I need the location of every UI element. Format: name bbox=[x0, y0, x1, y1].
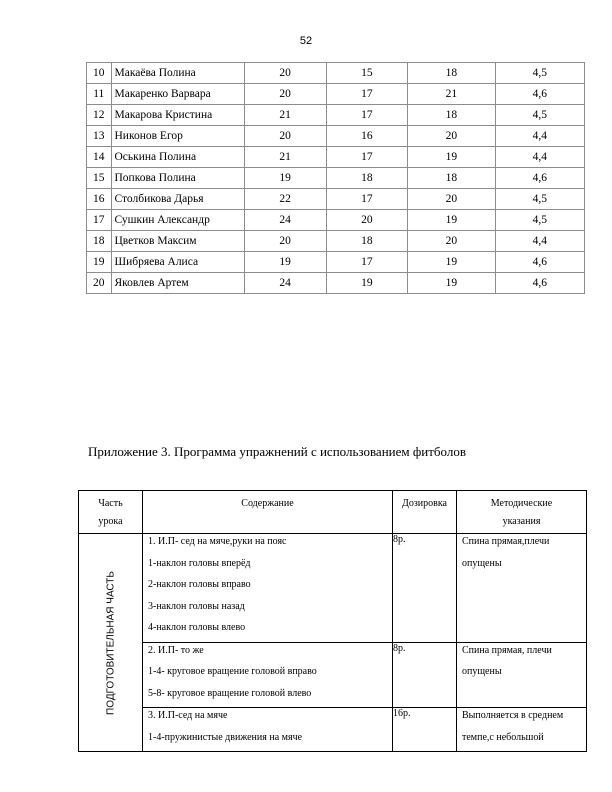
header-content: Содержание bbox=[143, 491, 393, 534]
table-row bbox=[87, 189, 585, 210]
score-cell: 4,6 bbox=[495, 252, 584, 273]
table-row bbox=[87, 210, 585, 231]
lesson-part-cell bbox=[79, 534, 143, 752]
score-cell: 17 bbox=[326, 252, 408, 273]
score-cell: 20 bbox=[408, 189, 495, 210]
row-number: 18 bbox=[87, 231, 112, 252]
score-cell: 19 bbox=[408, 273, 495, 294]
exercise-step: 3. И.П-сед на мяче bbox=[148, 710, 228, 721]
score-cell: 20 bbox=[244, 231, 326, 252]
exercise-step: 1-4-пружинистые движения на мяче bbox=[148, 731, 303, 743]
score-cell: 17 bbox=[326, 147, 408, 168]
student-name: Макаренко Варвара bbox=[111, 84, 244, 105]
score-cell: 18 bbox=[326, 231, 408, 252]
exercise-step: 4-наклон головы влево bbox=[148, 622, 246, 633]
row-number: 11 bbox=[87, 84, 112, 105]
method-notes bbox=[457, 708, 587, 752]
score-cell: 17 bbox=[326, 84, 408, 105]
score-cell: 20 bbox=[408, 231, 495, 252]
method-line: опущены bbox=[462, 557, 502, 569]
header-part bbox=[79, 491, 143, 534]
score-cell: 19 bbox=[244, 168, 326, 189]
student-name: Оськина Полина bbox=[111, 147, 244, 168]
method-notes bbox=[457, 534, 587, 643]
score-cell: 4,5 bbox=[495, 105, 584, 126]
score-cell: 4,5 bbox=[495, 210, 584, 231]
score-cell: 19 bbox=[408, 210, 495, 231]
score-cell: 19 bbox=[326, 273, 408, 294]
header-part-line2: урока bbox=[98, 516, 123, 527]
exercise-content bbox=[143, 534, 393, 643]
row-number: 13 bbox=[87, 126, 112, 147]
score-cell: 4,4 bbox=[495, 147, 584, 168]
exercise-step: 1-наклон головы вперёд bbox=[148, 557, 251, 569]
score-cell: 20 bbox=[244, 84, 326, 105]
student-name: Макарова Кристина bbox=[111, 105, 244, 126]
header-method bbox=[457, 491, 587, 534]
student-name: Столбикова Дарья bbox=[111, 189, 244, 210]
lesson-part-label: ПОДГОТОВИТЕЛЬНАЯ ЧАСТЬ bbox=[105, 570, 116, 715]
exercise-step: 1. И.П- сед на мяче,руки на пояс bbox=[148, 536, 287, 547]
table-row bbox=[87, 147, 585, 168]
header-method-line1: Методические bbox=[490, 498, 553, 509]
exercise-content bbox=[143, 708, 393, 752]
score-cell: 15 bbox=[326, 63, 408, 84]
exercise-step: 5-8- круговое вращение головой влево bbox=[148, 687, 312, 699]
score-cell: 4,4 bbox=[495, 126, 584, 147]
score-cell: 21 bbox=[408, 84, 495, 105]
header-dosage: Дозировка bbox=[393, 491, 457, 534]
student-name: Попкова Полина bbox=[111, 168, 244, 189]
method-notes bbox=[457, 642, 587, 708]
score-cell: 17 bbox=[326, 189, 408, 210]
table-row bbox=[87, 231, 585, 252]
table-row bbox=[87, 252, 585, 273]
method-line: темпе,с небольшой bbox=[462, 731, 544, 743]
method-line: Спина прямая,плечи bbox=[462, 536, 550, 547]
table-row bbox=[87, 168, 585, 189]
score-cell: 4,5 bbox=[495, 189, 584, 210]
exercise-step: 3-наклон головы назад bbox=[148, 600, 245, 612]
header-method-line2: указания bbox=[502, 516, 541, 527]
method-line: опущены bbox=[462, 666, 502, 677]
table-row bbox=[87, 63, 585, 84]
method-line: Выполняется в среднем bbox=[462, 710, 564, 721]
score-cell: 4,6 bbox=[495, 84, 584, 105]
exercise-step: 1-4- круговое вращение головой вправо bbox=[148, 666, 317, 677]
score-cell: 20 bbox=[408, 126, 495, 147]
row-number: 14 bbox=[87, 147, 112, 168]
score-cell: 4,5 bbox=[495, 63, 584, 84]
score-cell: 4,4 bbox=[495, 231, 584, 252]
score-cell: 18 bbox=[408, 168, 495, 189]
exercise-dosage: 16р. bbox=[393, 708, 457, 752]
exercise-dosage: 8р. bbox=[393, 642, 457, 708]
score-cell: 17 bbox=[326, 105, 408, 126]
score-cell: 18 bbox=[408, 63, 495, 84]
method-line: Спина прямая, плечи bbox=[462, 644, 552, 656]
score-cell: 24 bbox=[244, 210, 326, 231]
program-row bbox=[79, 708, 587, 752]
score-cell: 20 bbox=[244, 63, 326, 84]
row-number: 15 bbox=[87, 168, 112, 189]
program-row bbox=[79, 642, 587, 708]
table-row bbox=[87, 84, 585, 105]
student-name: Никонов Егор bbox=[111, 126, 244, 147]
student-name: Цветков Максим bbox=[111, 231, 244, 252]
scores-table bbox=[86, 62, 585, 294]
score-cell: 4,6 bbox=[495, 273, 584, 294]
row-number: 17 bbox=[87, 210, 112, 231]
page-number: 52 bbox=[299, 35, 313, 47]
student-name: Шибряева Алиса bbox=[111, 252, 244, 273]
header-part-line1: Часть bbox=[98, 498, 123, 509]
exercise-content bbox=[143, 642, 393, 708]
program-row bbox=[79, 534, 587, 643]
row-number: 16 bbox=[87, 189, 112, 210]
table-row bbox=[87, 273, 585, 294]
exercise-dosage: 8р. bbox=[393, 534, 457, 643]
score-cell: 4,6 bbox=[495, 168, 584, 189]
score-cell: 21 bbox=[244, 105, 326, 126]
exercise-step: 2-наклон головы вправо bbox=[148, 579, 251, 590]
score-cell: 24 bbox=[244, 273, 326, 294]
table-row bbox=[87, 105, 585, 126]
score-cell: 22 bbox=[244, 189, 326, 210]
score-cell: 19 bbox=[408, 252, 495, 273]
score-cell: 20 bbox=[244, 126, 326, 147]
program-header-row bbox=[79, 491, 587, 534]
score-cell: 21 bbox=[244, 147, 326, 168]
appendix-title: Приложение 3. Программа упражнений с использованием фитболов bbox=[88, 444, 466, 459]
exercise-program-table bbox=[78, 490, 587, 752]
score-cell: 19 bbox=[244, 252, 326, 273]
score-cell: 20 bbox=[326, 210, 408, 231]
student-name: Сушкин Александр bbox=[111, 210, 244, 231]
student-name: Макаёва Полина bbox=[111, 63, 244, 84]
row-number: 19 bbox=[87, 252, 112, 273]
score-cell: 18 bbox=[326, 168, 408, 189]
row-number: 10 bbox=[87, 63, 112, 84]
row-number: 20 bbox=[87, 273, 112, 294]
score-cell: 16 bbox=[326, 126, 408, 147]
score-cell: 19 bbox=[408, 147, 495, 168]
table-row bbox=[87, 126, 585, 147]
row-number: 12 bbox=[87, 105, 112, 126]
exercise-step: 2. И.П- то же bbox=[148, 644, 204, 656]
student-name: Яковлев Артем bbox=[111, 273, 244, 294]
score-cell: 18 bbox=[408, 105, 495, 126]
